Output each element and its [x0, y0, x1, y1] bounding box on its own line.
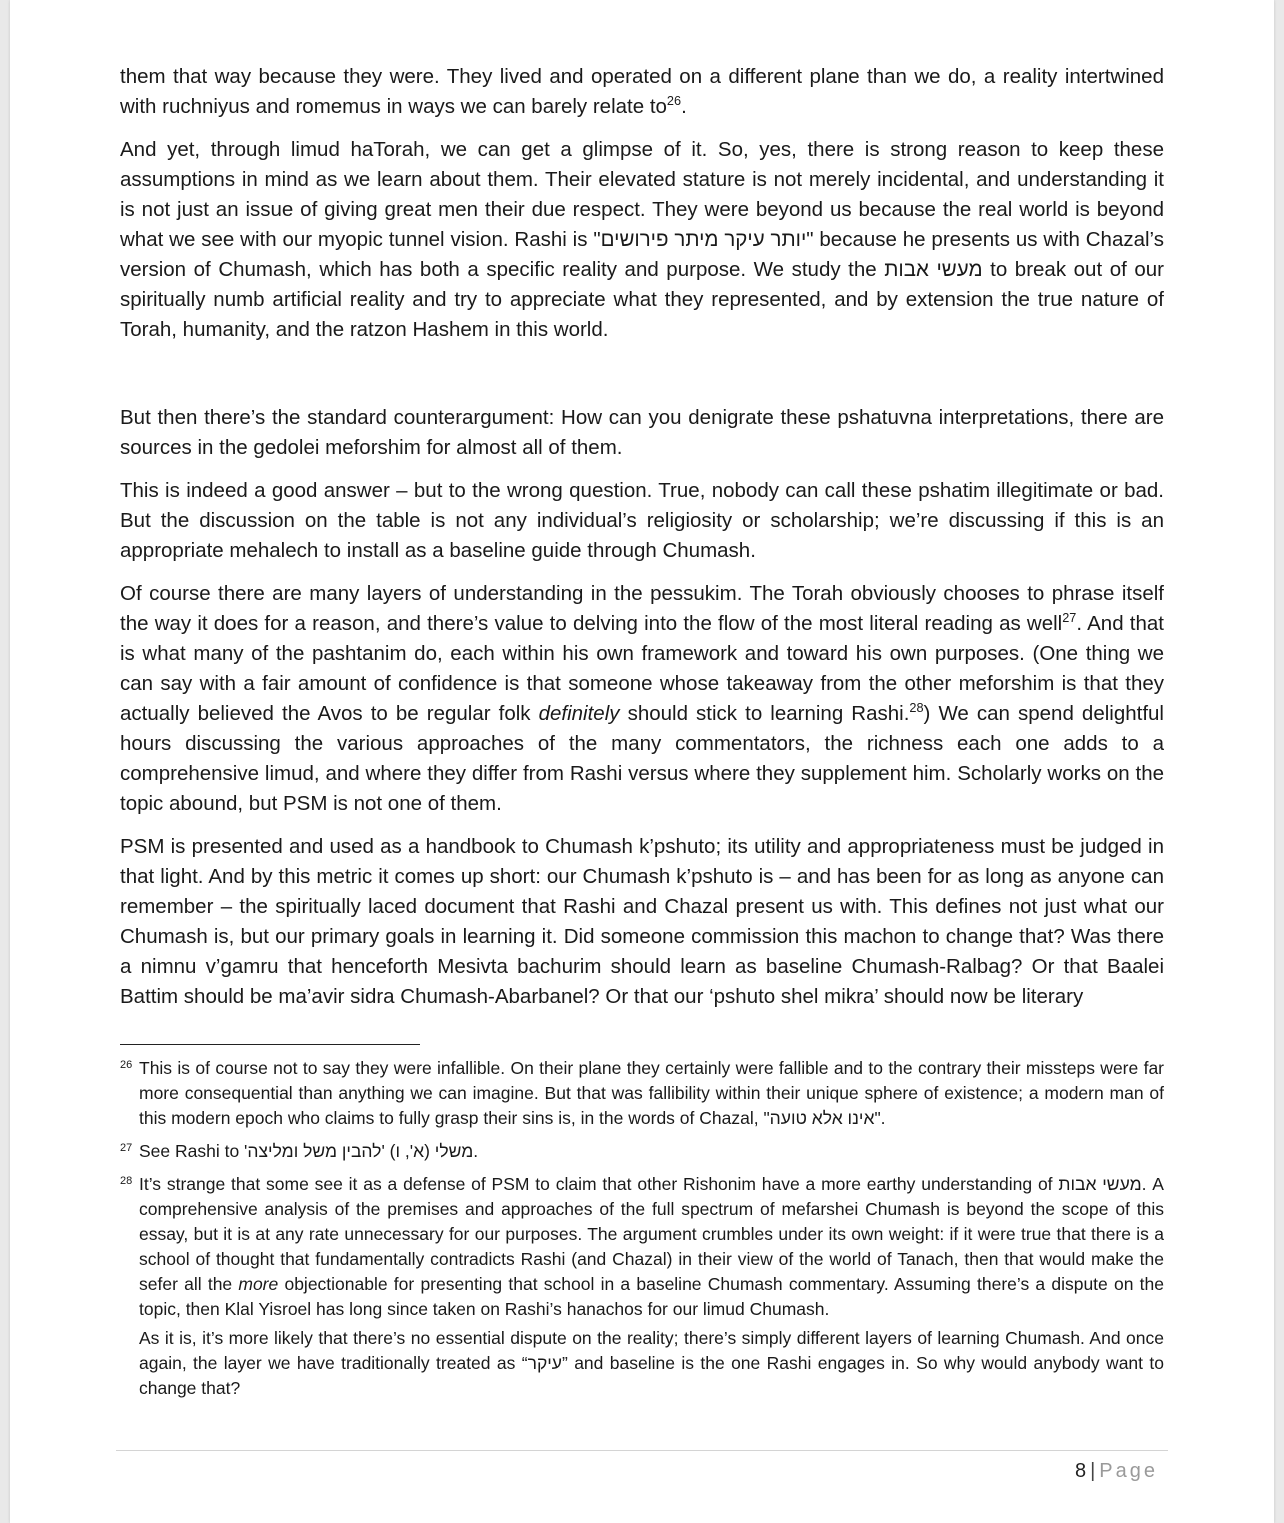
hebrew-phrase: מעשי אבות	[1058, 1174, 1142, 1194]
paragraph-2: And yet, through limud haTorah, we can get a glimpse of it. So, yes, there is strong reason to keep these assumptions in mind as we learn about them. Their elevated stature is not merely incidental, and understanding it is not just an issue of giving great men their due respect. They were beyond us because the real world is beyond what we see with our myopic tunnel vision. Rashi is "יותר עיקר מיתר פירושים" because he presents us with Chazal’s version of Chumash, which has both a specific reality and purpose. We study the מעשי אבות to break out of our spiritually numb artificial reality and try to appreciate what they represented, and by extension the true nature of Torah, humanity, and the ratzon Hashem in this world.	[120, 138, 1165, 341]
footnote-ref-28[interactable]: 28	[909, 700, 924, 716]
page-number: 8	[1074, 1460, 1087, 1482]
paragraph-5: Of course there are many layers of understanding in the pessukim. The Torah obviously chooses to phrase itself the way it does for a reason, and there’s value to delving into the flow of the most literal reading as well$^{27}$. And that is what many of the pashtanim do, each within his own framework and toward his own purposes. (One thing we can say with a fair amount of confidence is that someone whose takeaway from the other meforshim is that they actually believed the Avos to be regular folk definitely should stick to learning Rashi.$^{28}$) We can spend delightful hours discussing the various approaches of the many commentators, the richness each one adds to a comprehensive limud, and where they differ from Rashi versus where they supplement him. Scholarly works on the topic abound, but PSM is not one of them.	[120, 582, 1164, 815]
footnote-27: 27 See Rashi to 'להבין משל ומליצה' (א', ו) משלי.	[120, 1141, 479, 1161]
document-page	[10, 0, 1274, 1523]
hebrew-quote: אינו אלא טועה	[769, 1108, 875, 1128]
emphasis: definitely	[538, 702, 620, 725]
paragraph-1: them that way because they were. They lived and operated on a different plane than we do, a reality intertwined with ruchniyus and romemus in ways we can barely relate $to^{26}$.	[120, 65, 1164, 118]
paragraph-6: PSM is presented and used as a handbook to Chumash k’pshuto; its utility and appropriateness must be judged in that light. And by this metric it comes up short: our Chumash k’pshuto is – and has been for as long as anyone can remember – the spiritually laced document that Rashi and Chazal present us with. This defines not just what our Chumash is, but our primary goals in learning it. Did someone commission this machon to change that? Was there a nimnu v’gamru that henceforth Mesivta bachurim should learn as baseline Chumash-Ralbag? Or that Baalei Battim should be ma’avir sidra Chumash-Abarbanel? Or that our ‘pshuto shel mikra’ should now be literary	[120, 835, 1164, 1008]
paragraph-4: This is indeed a good answer – but to the wrong question. True, nobody can call these pshatim illegitimate or bad. But the discussion on the table is not any individual’s religiosity or scholarship; we’re discussing if this is an appropriate mehalech to install as a baseline guide through Chumash.	[120, 479, 1164, 562]
emphasis: more	[238, 1274, 279, 1294]
footnote-number: 26	[120, 1059, 133, 1071]
page-number-footer	[1075, 1457, 1158, 1485]
footnote-number: 28	[120, 1175, 133, 1187]
page-separator: |	[1090, 1460, 1096, 1482]
footnote-number: 27	[120, 1142, 133, 1154]
hebrew-phrase: מעשי אבות	[884, 258, 983, 281]
footer-rule	[116, 1450, 1168, 1451]
footnote-ref-27[interactable]: 27	[1062, 610, 1077, 626]
footnote-28: 28 It’s strange that some see it as a defense of PSM to claim that other Rishonim have a more earthy understanding of מעשי אבות. A comprehensive analysis of the premises and approaches of the full spectrum of mefarshei Chumash is beyond the scope of this essay, but it is at any rate unnecessary for our purposes. The argument crumbles under its own weight: if it were true that there is a school of thought that fundamentally contradicts Rashi (and Chazal) in their view of the world of Tanach, then that would make the sefer all the more objectionable for presenting that school in a baseline Chumash commentary. Assuming there’s a dispute on the topic, then Klal Yisroel has long since taken on Rashi’s hanachos for our limud Chumash. As it is, it’s more likely that there’s no essential dispute on the reality; there’s simply different layers of learning Chumash. And once again, the layer we have traditionally treated as “עיקר” and baseline is the one Rashi engages in. So why would anybody want to change that?	[120, 1174, 1164, 1398]
page-label: Page	[1099, 1460, 1158, 1482]
hebrew-quote: יותר עיקר מיתר פירושים	[600, 228, 807, 251]
footnotes	[120, 1056, 1164, 1409]
footnote-26: 26 This is of course not to say they were infallible. On their plane they certainly were fallible and to the contrary their missteps were far more consequential than anything we can imagine. But that was fallibility within their unique sphere of existence; a modern man of this modern epoch who claims to fully grasp their sins is, in the words of Chazal, "אינו אלא טועה".	[120, 1058, 1164, 1128]
footnote-ref-26[interactable]: 26	[666, 93, 682, 109]
paragraph-3: But then there’s the standard counterargument: How can you denigrate these pshatuvna interpretations, there are sources in the gedolei meforshim for almost all of them.	[120, 406, 1164, 459]
body-text	[120, 62, 1164, 1025]
footnote-separator	[120, 1044, 420, 1045]
